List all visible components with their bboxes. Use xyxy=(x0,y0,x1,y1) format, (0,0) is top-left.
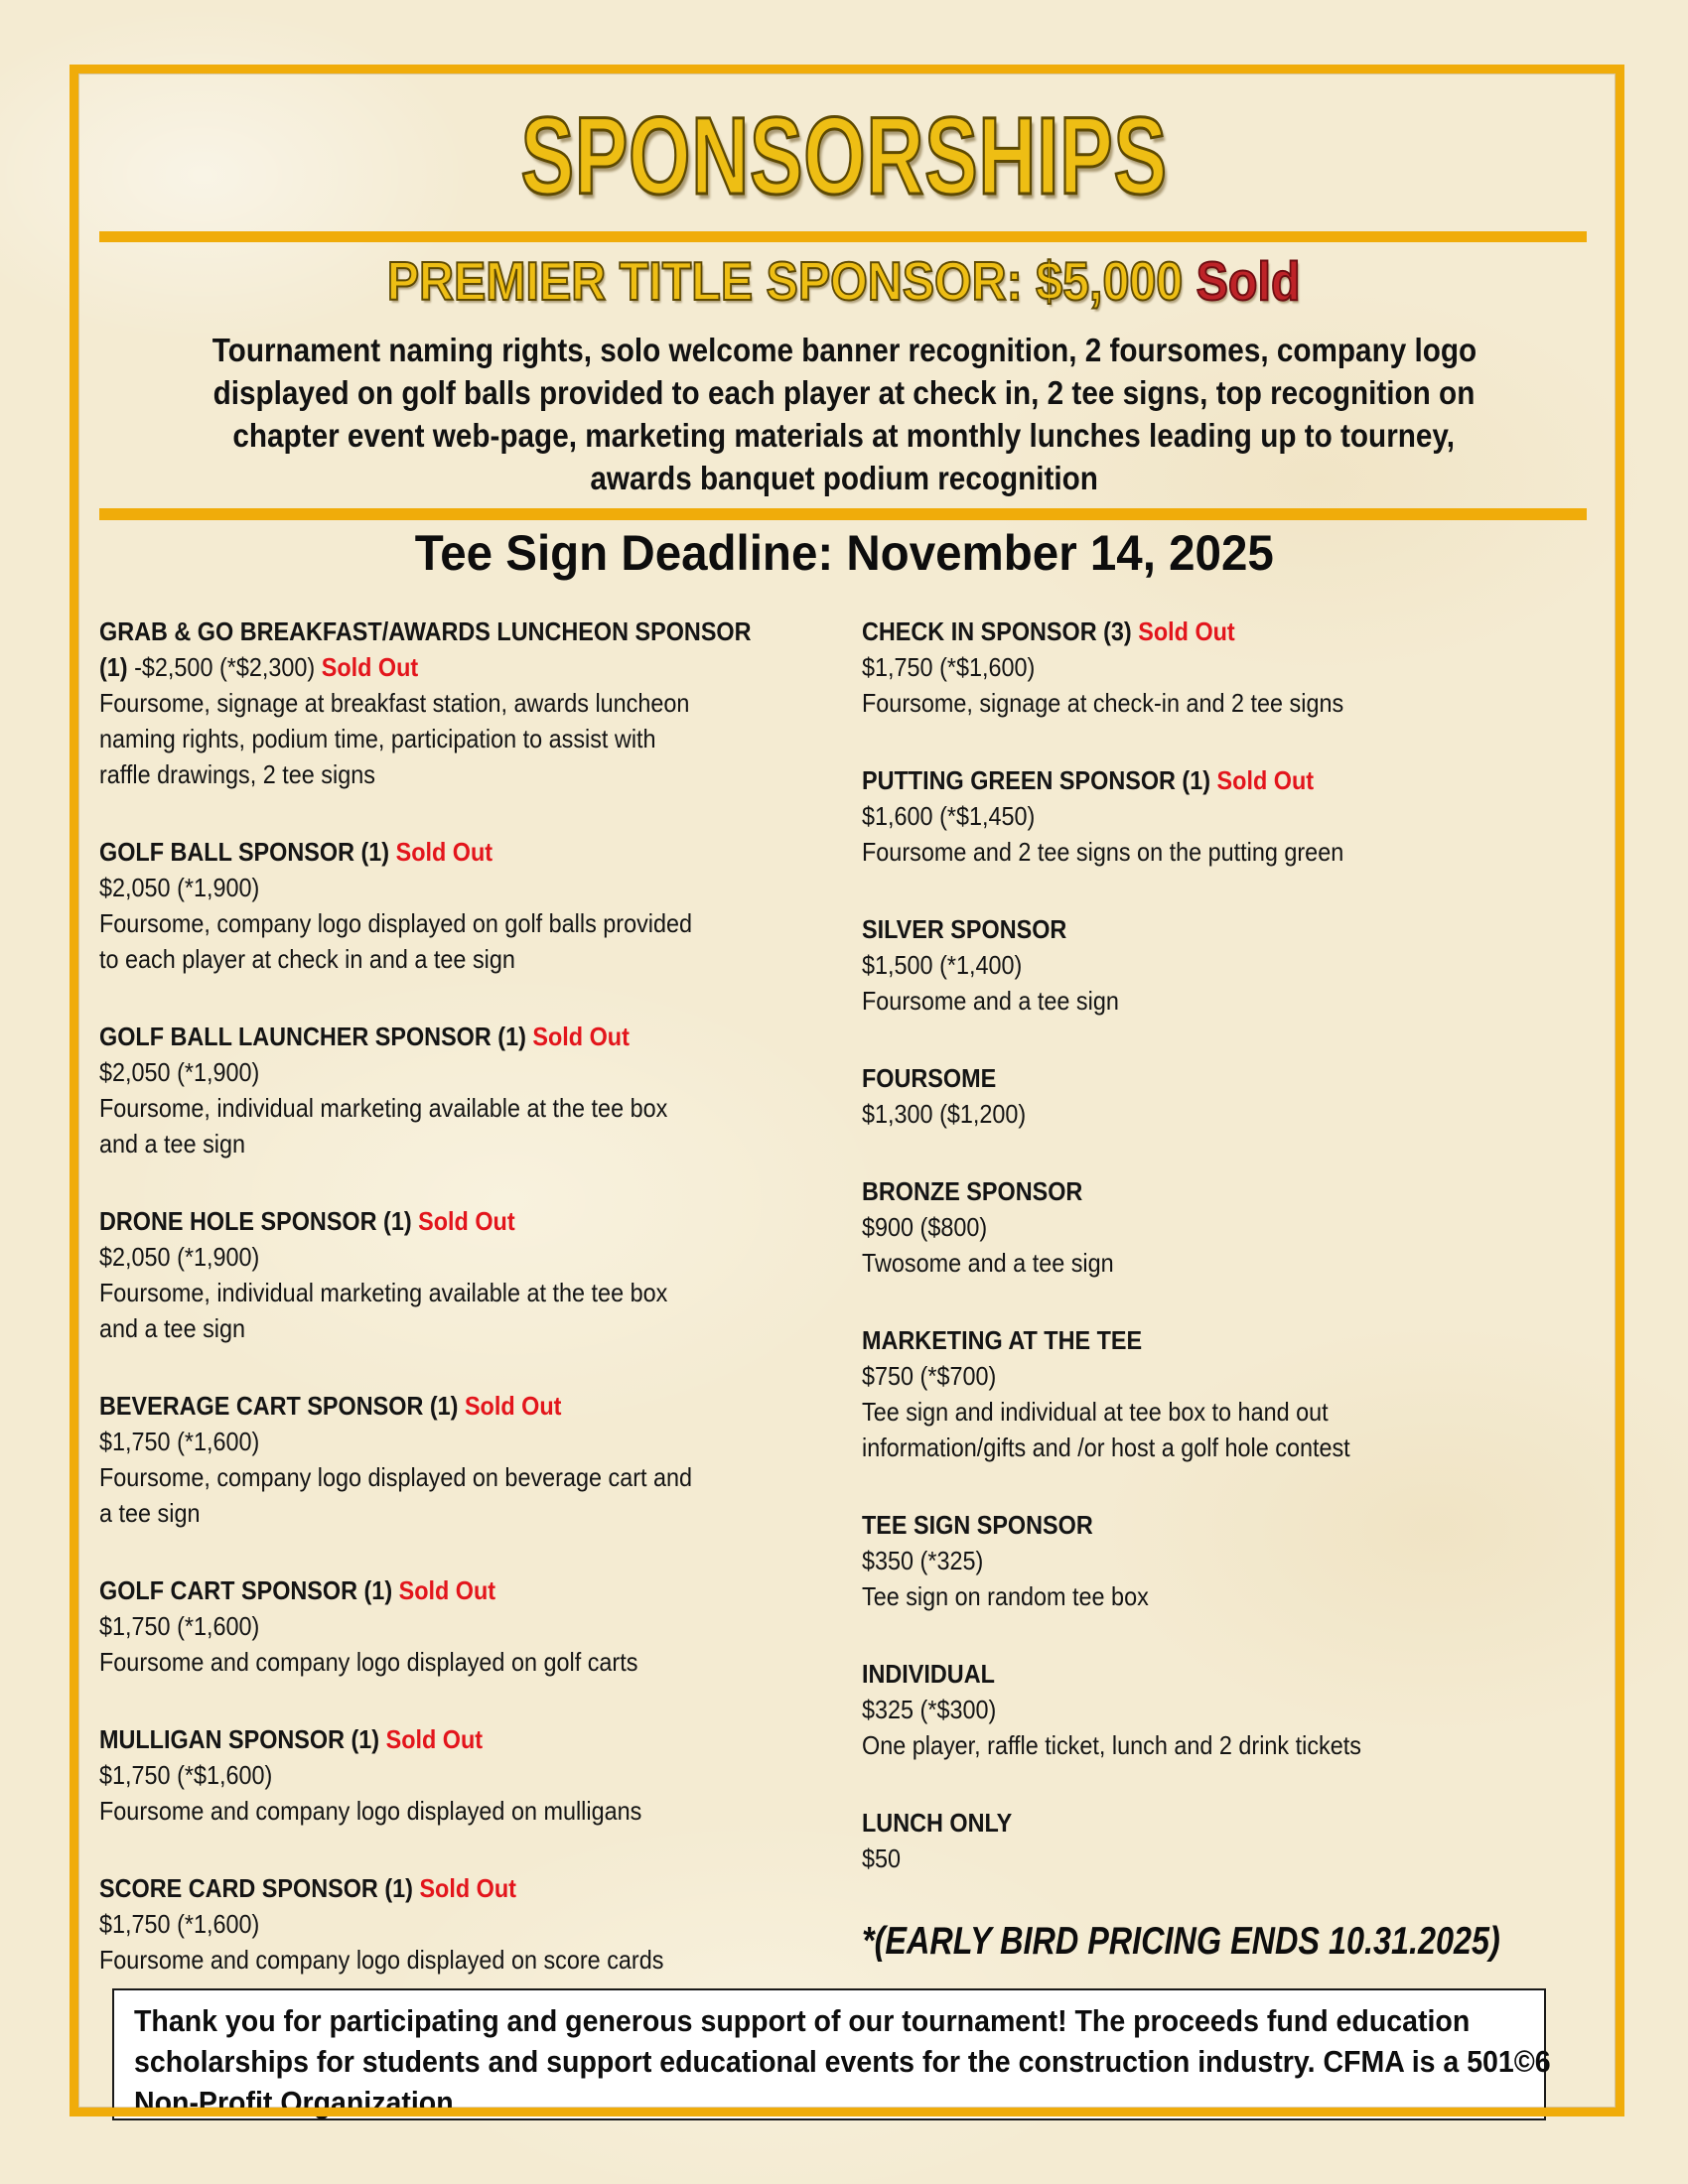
sponsor-title-text: DRONE HOLE SPONSOR (1) xyxy=(99,1206,419,1236)
sponsor-item-title xyxy=(99,1388,794,1424)
sponsor-description-line: Foursome and company logo displayed on golf carts xyxy=(99,1647,638,1677)
sold-out-badge: Sold Out xyxy=(321,652,419,682)
sponsor-item-title xyxy=(862,911,1587,947)
sponsor-item-title xyxy=(99,614,794,649)
sponsor-title-text: BRONZE SPONSOR xyxy=(862,1176,1083,1206)
sponsor-item-title xyxy=(862,1805,1587,1841)
sponsor-item xyxy=(862,1656,1587,1763)
sponsor-item-title xyxy=(862,1322,1587,1358)
sponsor-description-line: Foursome, company logo displayed on beverage cart and xyxy=(99,1462,693,1492)
sold-out-badge: Sold Out xyxy=(418,1206,515,1236)
sponsor-title-text: MULLIGAN SPONSOR (1) xyxy=(99,1724,386,1754)
sponsor-title-text: GOLF CART SPONSOR (1) xyxy=(99,1575,399,1605)
sponsor-description-line: Foursome, individual marketing available at the tee box xyxy=(99,1278,668,1307)
gold-divider-middle xyxy=(99,508,1587,520)
sponsor-description-line: Foursome and a tee sign xyxy=(862,986,1119,1016)
sponsor-item xyxy=(99,1721,794,1829)
sponsor-description-line: and a tee sign xyxy=(99,1313,246,1343)
sponsor-item-title xyxy=(862,614,1587,649)
sponsor-item-title xyxy=(99,1203,794,1239)
sponsor-price: $1,750 (*1,600) xyxy=(99,1909,260,1939)
sponsor-item xyxy=(862,1060,1587,1132)
sponsor-title-text: FOURSOME xyxy=(862,1063,997,1093)
sponsor-item xyxy=(862,614,1587,721)
sponsor-title-text: SCORE CARD SPONSOR (1) xyxy=(99,1873,420,1903)
sponsor-price: $1,750 (*1,600) xyxy=(99,1611,260,1641)
sponsor-price: $2,050 (*1,900) xyxy=(99,1057,260,1087)
sponsor-item xyxy=(99,1870,794,1978)
premier-description-line: chapter event web-page, marketing materials at monthly lunches leading up to tourney, xyxy=(232,417,1456,454)
sponsor-item xyxy=(862,762,1587,870)
thank-you-box xyxy=(112,1988,1551,2120)
sponsor-item-title xyxy=(99,1870,794,1906)
sold-out-badge: Sold Out xyxy=(1138,616,1235,646)
left-sponsor-column xyxy=(99,614,794,1978)
sponsor-title-text: BEVERAGE CART SPONSOR (1) xyxy=(99,1391,465,1421)
sold-out-badge: Sold Out xyxy=(419,1873,516,1903)
sponsor-description-line: Foursome and company logo displayed on mulligans xyxy=(99,1796,642,1826)
sponsor-price: $1,500 (*1,400) xyxy=(862,950,1023,980)
sponsor-item-title xyxy=(862,762,1587,798)
premier-description-line: awards banquet podium recognition xyxy=(590,460,1098,496)
sponsor-title-text: (1) xyxy=(99,652,135,682)
sponsor-title-text: LUNCH ONLY xyxy=(862,1808,1013,1838)
sponsor-item xyxy=(862,1322,1587,1465)
sponsor-price: $1,750 (*$1,600) xyxy=(99,1760,273,1790)
sponsor-title-text: MARKETING AT THE TEE xyxy=(862,1325,1143,1355)
tee-sign-deadline: Tee Sign Deadline: November 14, 2025 xyxy=(414,525,1274,581)
sponsor-description-line: Foursome, signage at check-in and 2 tee signs xyxy=(862,688,1344,718)
sponsor-title-text: GOLF BALL SPONSOR (1) xyxy=(99,837,396,867)
sponsor-price: $900 ($800) xyxy=(862,1212,988,1242)
sold-out-badge: Sold Out xyxy=(395,837,493,867)
sponsor-item xyxy=(862,1507,1587,1614)
sponsor-price: $1,300 ($1,200) xyxy=(862,1099,1027,1129)
premier-description-line: Tournament naming rights, solo welcome banner recognition, 2 foursomes, company logo xyxy=(211,332,1477,368)
sponsor-item-title xyxy=(862,1173,1587,1209)
gold-divider-top xyxy=(99,231,1587,242)
sponsor-description-line: and a tee sign xyxy=(99,1129,246,1159)
sponsor-item-title xyxy=(99,1019,794,1054)
sponsor-item xyxy=(862,1173,1587,1281)
sponsor-item xyxy=(862,911,1587,1019)
premier-sold-badge: Sold xyxy=(1196,250,1301,312)
sponsor-description-line: information/gifts and /or host a golf hole contest xyxy=(862,1433,1350,1462)
sponsor-price: $325 (*$300) xyxy=(862,1695,997,1724)
premier-heading-text: PREMIER TITLE SPONSOR: $5,000 xyxy=(387,250,1197,312)
sponsor-title-text: TEE SIGN SPONSOR xyxy=(862,1510,1093,1540)
sold-out-badge: Sold Out xyxy=(385,1724,484,1754)
sponsor-price: $350 (*325) xyxy=(862,1546,984,1575)
sponsor-item-title xyxy=(99,834,794,870)
premier-title-heading xyxy=(0,250,1688,312)
sponsor-item xyxy=(862,1805,1587,1876)
sponsor-price: $50 xyxy=(862,1843,902,1873)
sponsor-title-text: -$2,500 (*$2,300) xyxy=(134,652,322,682)
sponsor-title-text: SILVER SPONSOR xyxy=(862,914,1067,944)
sponsor-item xyxy=(99,834,794,977)
sponsor-description-line: Foursome and company logo displayed on score cards xyxy=(99,1945,664,1975)
sponsor-price: $2,050 (*1,900) xyxy=(99,1242,260,1272)
sponsor-item xyxy=(99,1572,794,1680)
thank-you-line: Non-Profit Organization xyxy=(134,2085,454,2119)
sponsor-item-title xyxy=(862,1656,1587,1692)
sponsor-price: $1,750 (*1,600) xyxy=(99,1427,260,1456)
sponsor-item-title xyxy=(99,1572,794,1608)
sold-out-badge: Sold Out xyxy=(464,1391,562,1421)
thank-you-line: scholarships for students and support educational events for the construction industry. CFMA is a 501©6 xyxy=(134,2044,1551,2079)
sponsor-item xyxy=(99,1019,794,1161)
sponsor-item xyxy=(99,614,794,792)
sponsor-price: $1,750 (*$1,600) xyxy=(862,652,1036,682)
page-title: SPONSORSHIPS xyxy=(520,95,1168,217)
sold-out-badge: Sold Out xyxy=(532,1022,630,1051)
premier-description-line: displayed on golf balls provided to each player at check in, 2 tee signs, top recognition on xyxy=(212,374,1476,411)
sponsor-description-line: Tee sign on random tee box xyxy=(862,1581,1149,1611)
sponsor-title-text: CHECK IN SPONSOR (3) xyxy=(862,616,1139,646)
sponsor-item xyxy=(99,1203,794,1346)
sponsor-title-text: GRAB & GO BREAKFAST/AWARDS LUNCHEON SPONSOR xyxy=(99,616,752,646)
sponsor-title-text: PUTTING GREEN SPONSOR (1) xyxy=(862,765,1217,795)
sponsor-price: $750 (*$700) xyxy=(862,1361,997,1391)
sponsor-description-line: naming rights, podium time, participation to assist with xyxy=(99,724,656,753)
thank-you-line: Thank you for participating and generous support of our tournament! The proceeds fund education xyxy=(134,2003,1471,2038)
sponsor-description-line: to each player at check in and a tee sign xyxy=(99,944,515,974)
sponsor-description-line: a tee sign xyxy=(99,1498,201,1528)
sponsor-item-title xyxy=(99,1721,794,1757)
sponsor-description-line: Foursome and 2 tee signs on the putting green xyxy=(862,837,1344,867)
right-sponsor-column xyxy=(862,614,1587,1964)
sponsor-description-line: Foursome, signage at breakfast station, awards luncheon xyxy=(99,688,690,718)
sponsor-price: $2,050 (*1,900) xyxy=(99,873,260,902)
sponsor-item-title xyxy=(99,649,794,685)
sponsor-description-line: One player, raffle ticket, lunch and 2 drink tickets xyxy=(862,1730,1361,1760)
sponsor-description-line: raffle drawings, 2 tee signs xyxy=(99,759,375,789)
sponsor-title-text: INDIVIDUAL xyxy=(862,1659,995,1689)
sponsor-title-text: GOLF BALL LAUNCHER SPONSOR (1) xyxy=(99,1022,533,1051)
sponsor-item-title xyxy=(862,1060,1587,1096)
sponsor-description-line: Foursome, individual marketing available at the tee box xyxy=(99,1093,668,1123)
sponsor-item-title xyxy=(862,1507,1587,1543)
sponsor-description-line: Twosome and a tee sign xyxy=(862,1248,1114,1278)
premier-description xyxy=(0,329,1688,499)
sponsor-description-line: Foursome, company logo displayed on golf balls provided xyxy=(99,908,693,938)
sponsor-price: $1,600 (*$1,450) xyxy=(862,801,1036,831)
sponsor-item xyxy=(99,1388,794,1531)
sponsor-description-line: Tee sign and individual at tee box to hand out xyxy=(862,1397,1329,1427)
sold-out-badge: Sold Out xyxy=(398,1575,496,1605)
early-bird-pricing-note: *(EARLY BIRD PRICING ENDS 10.31.2025) xyxy=(862,1920,1500,1963)
sold-out-badge: Sold Out xyxy=(1216,765,1315,795)
